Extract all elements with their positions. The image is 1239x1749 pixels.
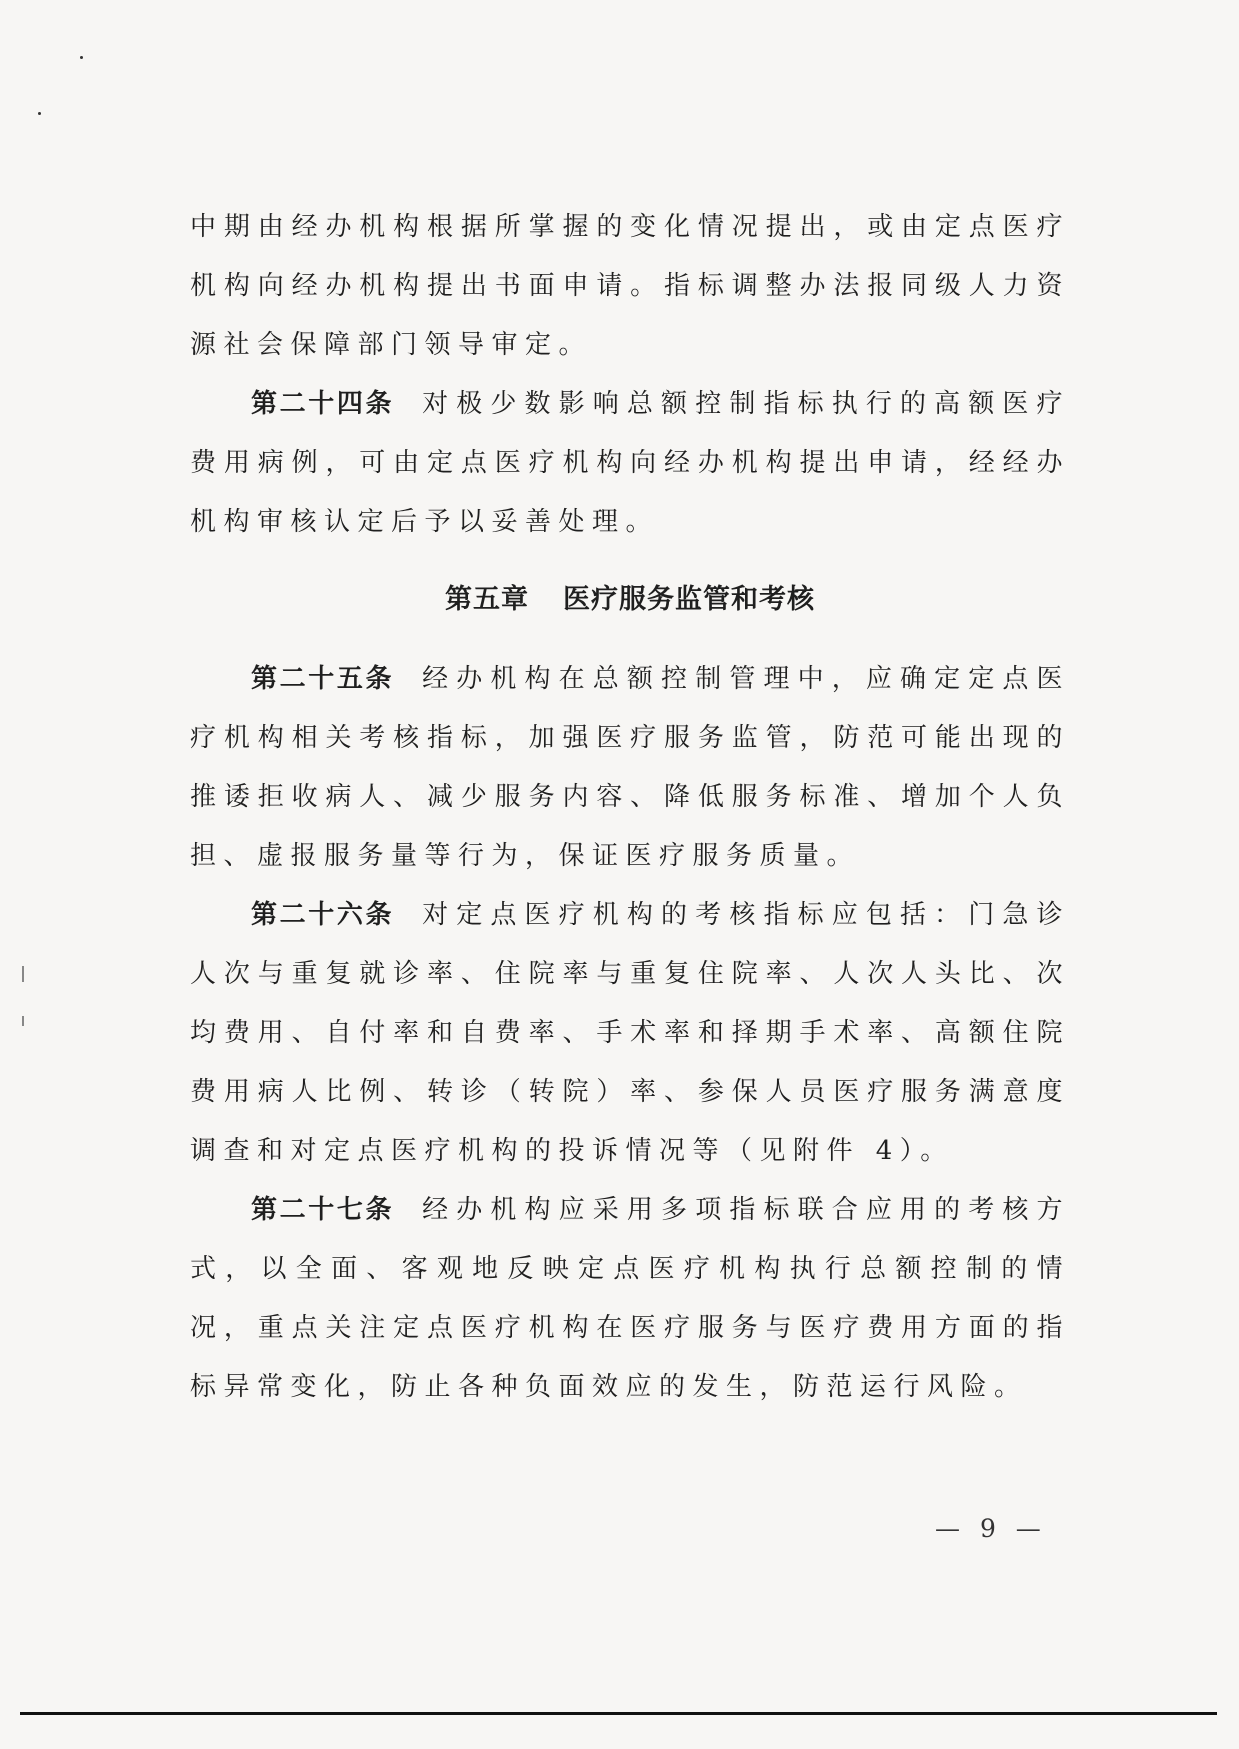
article-25: [190, 650, 1070, 886]
article-26: [190, 886, 1070, 1181]
scan-edge-mark: [22, 1016, 24, 1026]
page-number: — 9 —: [935, 1514, 1047, 1543]
article-text: 对极少数影响总额控制指标执行的高额医疗费用病例，可由定点医疗机构向经办机构提出申请，经经办机构审核认定后予以妥善处理。: [190, 389, 1070, 537]
article-heading: 第二十五条: [251, 664, 395, 694]
article-27: [190, 1181, 1070, 1417]
document-body: [190, 198, 1070, 1417]
scan-speck: [38, 112, 41, 115]
bottom-rule: [20, 1712, 1217, 1715]
article-text: 对定点医疗机构的考核指标应包括：门急诊人次与重复就诊率、住院率与重复住院率、人次人头比、次均费用、自付率和自费率、手术率和择期手术率、高额住院费用病人比例、转诊（转院）率、参保人员医疗服务满意度调查和对定点医疗机构的投诉情况等（见附件 4）。: [190, 900, 1070, 1166]
article-heading: 第二十六条: [251, 900, 395, 930]
chapter-title: 医疗服务监管和考核: [563, 584, 815, 615]
chapter-number: 第五章: [445, 584, 529, 615]
continued-paragraph: 中期由经办机构根据所掌握的变化情况提出，或由定点医疗机构向经办机构提出书面申请。指标调整办法报同级人力资源社会保障部门领导审定。: [190, 212, 1070, 360]
article-heading: 第二十四条: [251, 389, 395, 419]
article-24: [190, 375, 1070, 552]
article-heading: 第二十七条: [251, 1195, 395, 1225]
chapter-heading: [190, 569, 1070, 631]
article-text: 经办机构应采用多项指标联合应用的考核方式，以全面、客观地反映定点医疗机构执行总额控制的情况，重点关注定点医疗机构在医疗服务与医疗费用方面的指标异常变化，防止各种负面效应的发生，防范运行风险。: [190, 1195, 1070, 1402]
article-text: 经办机构在总额控制管理中，应确定定点医疗机构相关考核指标，加强医疗服务监管，防范可能出现的推诿拒收病人、减少服务内容、降低服务标准、增加个人负担、虚报服务量等行为，保证医疗服务质量。: [190, 664, 1070, 871]
scan-edge-mark: [22, 966, 24, 982]
scan-speck: [80, 56, 83, 59]
